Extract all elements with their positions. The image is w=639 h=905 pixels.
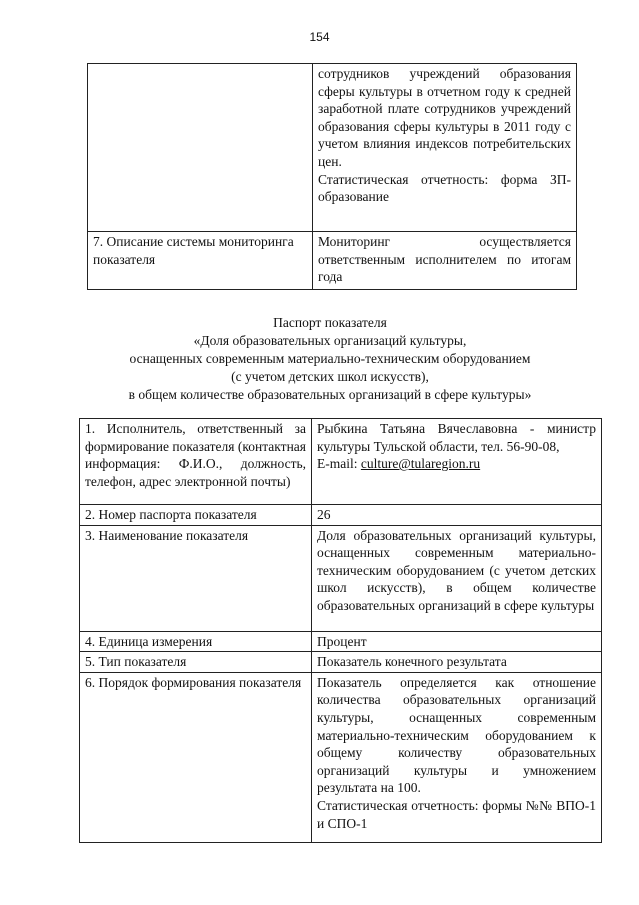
table-cell-value [313,64,577,232]
table-cell-value: Мониторинг осуществляется ответственным исполнителем по итогам года [313,232,577,290]
table-cell-label: 1. Исполнитель, ответственный за формирование показателя (контактная информация: Ф.И.О., должность, телефон, адрес электронной почты) [80,419,312,505]
table-row [80,631,602,652]
table-cell-value: 26 [312,505,602,526]
calculation-text: сотрудников учреждений образования сферы культуры в отчетном году к средней заработной плате сотрудников учреждений образования сферы культуры в 2011 году с учетом влияния индексов потребительских цен. [318,66,571,169]
calculation-text: Показатель определяется как отношение количества образовательных организаций культуры, оснащенных современным материально-техническим оборудованием к общему количеству образовательных организаций культуры и умножением результата на 100. [317,674,596,796]
table-cell-empty [88,64,313,232]
table-row [80,525,602,631]
passport-indicator-line: в общем количестве образовательных организаций в сфере культуры» [128,387,532,402]
page-number: 154 [309,30,330,44]
table-row [88,64,577,232]
passport-title: Паспорт показателя [273,315,387,330]
statistics-source-text: Статистическая отчетность: формы №№ ВПО-1 и СПО-1 [317,797,596,831]
passport-indicator-line: «Доля образовательных организаций культуры, [193,333,467,348]
table-cell-label: 5. Тип показателя [80,652,312,673]
indicator-table-continued [87,63,577,290]
table-cell-value [312,419,602,505]
table-cell-label: 4. Единица измерения [80,631,312,652]
table-row [80,419,602,505]
passport-indicator-line: (с учетом детских школ искусств), [231,369,429,384]
table-cell-value [312,672,602,842]
passport-heading [60,314,600,404]
table-row [80,652,602,673]
table-row [80,505,602,526]
table-row [88,232,577,290]
table-cell-label: 2. Номер паспорта показателя [80,505,312,526]
indicator-passport-table [79,418,602,843]
passport-indicator-line: оснащенных современным материально-техническим оборудованием [129,351,531,366]
table-row [80,672,602,842]
statistics-source-text: Статистическая отчетность: форма ЗП-образование [318,171,571,205]
table-cell-value: Доля образовательных организаций культуры, оснащенных современным материально-техническим оборудованием (с учетом детских школ искусств), в общем количестве образовательных организаций в сфере культуры [312,525,602,631]
table-cell-label: 6. Порядок формирования показателя [80,672,312,842]
table-cell-value: Показатель конечного результата [312,652,602,673]
table-cell-label: 7. Описание системы мониторинга показателя [88,232,313,290]
email-link[interactable]: culture@tularegion.ru [360,456,481,472]
email-label: E-mail: [317,456,361,472]
executor-text: Рыбкина Татьяна Вячеславовна - министр культуры Тульской области, тел. 56-90-08, [317,421,596,454]
table-cell-value: Процент [312,631,602,652]
table-cell-label: 3. Наименование показателя [80,525,312,631]
